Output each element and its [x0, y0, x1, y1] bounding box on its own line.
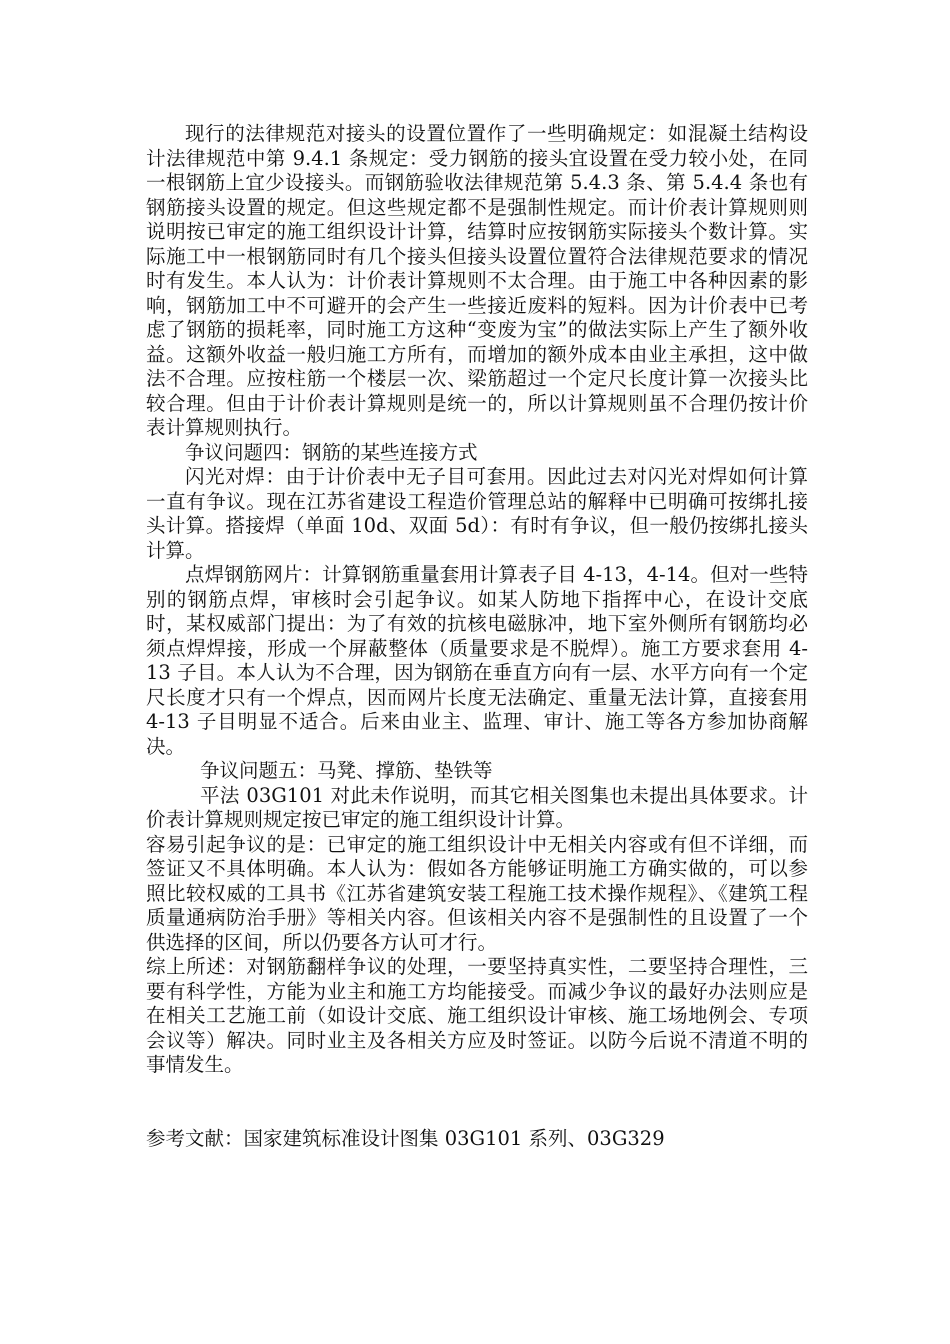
document-body	[146, 122, 808, 1151]
paragraph-spot-welded-mesh: 点焊钢筋网片：计算钢筋重量套用计算表子目 4-13，4-14。但对一些特别的钢筋点焊，审核时会引起争议。如某人防地下指挥中心，在设计交底时，某权威部门提出：为了有效的抗核电磁脉冲，地下室外侧所有钢筋均必须点焊焊接，形成一个屏蔽整体（质量要求是不脱焊）。施工方要求套用 4-13 子目。本人认为不合理，因为钢筋在垂直方向有一层、水平方向有一个定尺长度才只有一个焊点，因而网片长度无法确定、重量无法计算，直接套用 4-13 子目明显不适合。后来由业主、监理、审计、施工等各方参加协商解决。	[146, 563, 808, 758]
spacer	[146, 1078, 808, 1127]
paragraph-conclusion: 综上所述：对钢筋翻样争议的处理，一要坚持真实性，二要坚持合理性，三要有科学性，方能为业主和施工方均能接受。而减少争议的最好办法则应是在相关工艺施工前（如设计交底、施工组织设计审核、施工场地例会、专项会议等）解决。同时业主及各相关方应及时签证。以防今后说不清道不明的事情发生。	[146, 955, 808, 1076]
paragraph-joint-rules: 现行的法律规范对接头的设置位置作了一些明确规定：如混凝土结构设计法律规范中第 9.4.1 条规定：受力钢筋的接头宜设置在受力较小处，在同一根钢筋上宜少设接头。而钢筋验收法律规范第 5.4.3 条、第 5.4.4 条也有钢筋接头设置的规定。但这些规定都不是强制性规定。而计价表计算规则则说明按已审定的施工组织设计计算，结算时应按钢筋实际接头个数计算。实际施工中一根钢筋同时有几个接头但接头设置位置符合法律规范要求的情况时有发生。本人认为：计价表计算规则不太合理。由于施工中各种因素的影响，钢筋加工中不可避开的会产生一些接近废料的短料。因为计价表中已考虑了钢筋的损耗率，同时施工方这种“变废为宝”的做法实际上产生了额外收益。这额外收益一般归施工方所有，而增加的额外成本由业主承担，这中做法不合理。应按柱筋一个楼层一次、梁筋超过一个定尺长度计算一次接头比较合理。但由于计价表计算规则是统一的，所以计算规则虽不合理仍按计价表计算规则执行。	[146, 122, 808, 439]
heading-dispute-five: 争议问题五：马凳、撑筋、垫铁等	[200, 759, 493, 782]
paragraph-03g101-note: 平法 03G101 对此未作说明，而其它相关图集也未提出具体要求。计价表计算规则规定按已审定的施工组织设计计算。	[146, 783, 808, 831]
references: 参考文献：国家建筑标准设计图集 03G101 系列、03G329	[146, 1126, 665, 1150]
paragraph-dispute-cause: 容易引起争议的是：已审定的施工组织设计中无相关内容或有但不详细，而签证又不具体明确。本人认为：假如各方能够证明施工方确实做的，可以参照比较权威的工具书《江苏省建筑安装工程施工技术操作规程》、《建筑工程质量通病防治手册》等相关内容。但该相关内容不是强制性的且设置了一个供选择的区间，所以仍要各方认可才行。	[146, 832, 808, 954]
paragraph-flash-butt-welding: 闪光对焊：由于计价表中无子目可套用。因此过去对闪光对焊如何计算一直有争议。现在江苏省建设工程造价管理总站的解释中已明确可按绑扎接头计算。搭接焊（单面 10d、双面 5d）：有时有争议，但一般仍按绑扎接头计算。	[146, 465, 808, 562]
heading-dispute-four: 争议问题四：钢筋的某些连接方式	[185, 440, 478, 464]
